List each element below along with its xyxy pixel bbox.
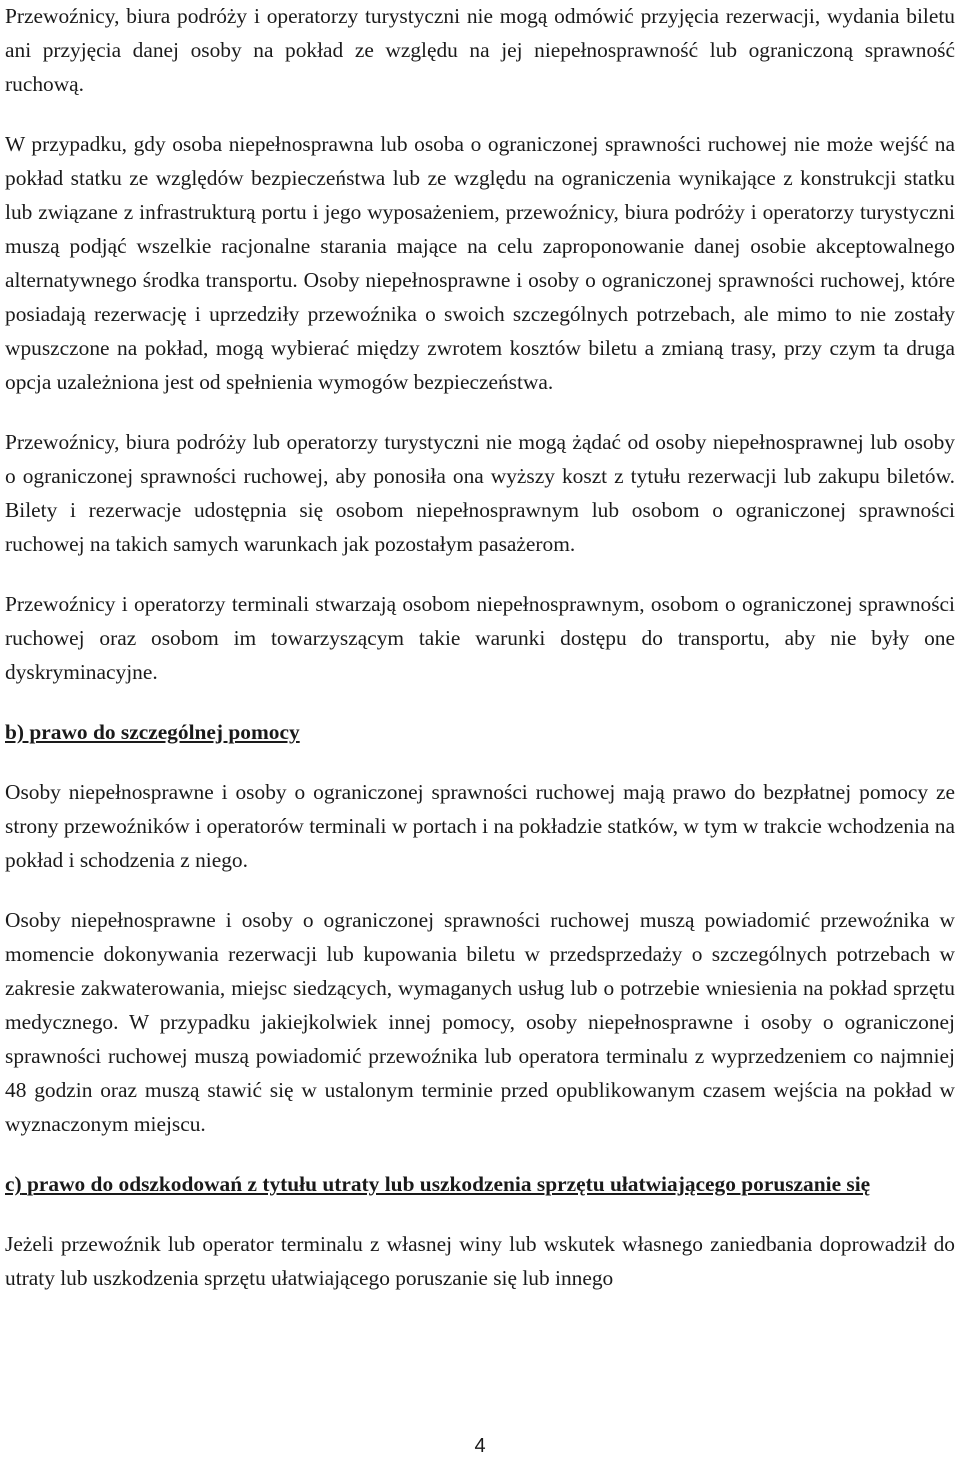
heading-special-assistance: b) prawo do szczególnej pomocy [5, 720, 300, 744]
heading-compensation-prefix: c) [5, 1172, 22, 1196]
paragraph-notification: Osoby niepełnosprawne i osoby o ograniczonej sprawności ruchowej muszą powiadomić przewoźnika w momencie dokonywania rezerwacji lub kupowania biletu w przedsprzedaży o szczególnych potrzebach w zakresie zakwaterowania, miejsc siedzących, wymaganych usług lub o potrzebie wniesienia na pokład sprzętu medycznego. W przypadku jakiejkolwiek innej pomocy, osoby niepełnosprawne i osoby o ograniczonej sprawności ruchowej muszą powiadomić przewoźnika lub operatora terminalu z wyprzedzeniem co najmniej 48 godzin oraz muszą stawić się w ustalonym terminie przed opublikowanym czasem wejścia na pokład w wyznaczonym miejscu. [5, 908, 955, 1136]
document-page [5, 0, 955, 1321]
paragraph-non-discrimination: Przewoźnicy i operatorzy terminali stwarzają osobom niepełnosprawnym, osobom o ograniczonej sprawności ruchowej oraz osobom im towarzyszącym takie warunki dostępu do transportu, aby nie były one dyskryminacyjne. [5, 592, 955, 684]
paragraph-equipment-loss: Jeżeli przewoźnik lub operator terminalu z własnej winy lub wskutek własnego zaniedbania doprowadził do utraty lub uszkodzenia sprzętu ułatwiającego poruszanie się lub innego [5, 1232, 955, 1290]
paragraph-free-assistance: Osoby niepełnosprawne i osoby o ograniczonej sprawności ruchowej mają prawo do bezpłatnej pomocy ze strony przewoźników i operatorów terminali w portach i na pokładzie statków, w tym w trakcie wchodzenia na pokład i schodzenia z niego. [5, 780, 955, 872]
heading-compensation [5, 1167, 955, 1201]
heading-compensation-text: prawo do odszkodowań z tytułu utraty lub uszkodzenia sprzętu ułatwiającego poruszanie się [26, 1172, 871, 1196]
page-number: 4 [474, 1435, 486, 1457]
paragraph-boarding-refusal: W przypadku, gdy osoba niepełnosprawna lub osoba o ograniczonej sprawności ruchowej nie może wejść na pokład statku ze względów bezpieczeństwa lub ze względu na ograniczenia wynikające z konstrukcji statku lub związane z infrastrukturą portu i jego wyposażeniem, przewoźnicy, biura podróży i operatorzy turystyczni muszą podjąć wszelkie racjonalne starania mające na celu zaproponowanie danej osobie akceptowalnego alternatywnego środka transportu. Osoby niepełnosprawne i osoby o ograniczonej sprawności ruchowej, które posiadają rezerwację i uprzedziły przewoźnika o swoich szczególnych potrzebach, ale mimo to nie zostały wpuszczone na pokład, mogą wybierać między zwrotem kosztów biletu a zmianą trasy, przy czym ta druga opcja uzależniona jest od spełnienia wymogów bezpieczeństwa. [5, 132, 955, 394]
paragraph-refusal-ban: Przewoźnicy, biura podróży i operatorzy turystyczni nie mogą odmówić przyjęcia rezerwacji, wydania biletu ani przyjęcia danej osoby na pokład ze względu na jej niepełnosprawność lub ograniczoną sprawność ruchową. [5, 4, 955, 96]
paragraph-no-extra-cost: Przewoźnicy, biura podróży lub operatorzy turystyczni nie mogą żądać od osoby niepełnosprawnej lub osoby o ograniczonej sprawności ruchowej, aby ponosiła ona wyższy koszt z tytułu rezerwacji lub zakupu biletów. Bilety i rezerwacje udostępnia się osobom niepełnosprawnym lub osobom o ograniczonej sprawności ruchowej na takich samych warunkach jak pozostałym pasażerom. [5, 430, 955, 556]
